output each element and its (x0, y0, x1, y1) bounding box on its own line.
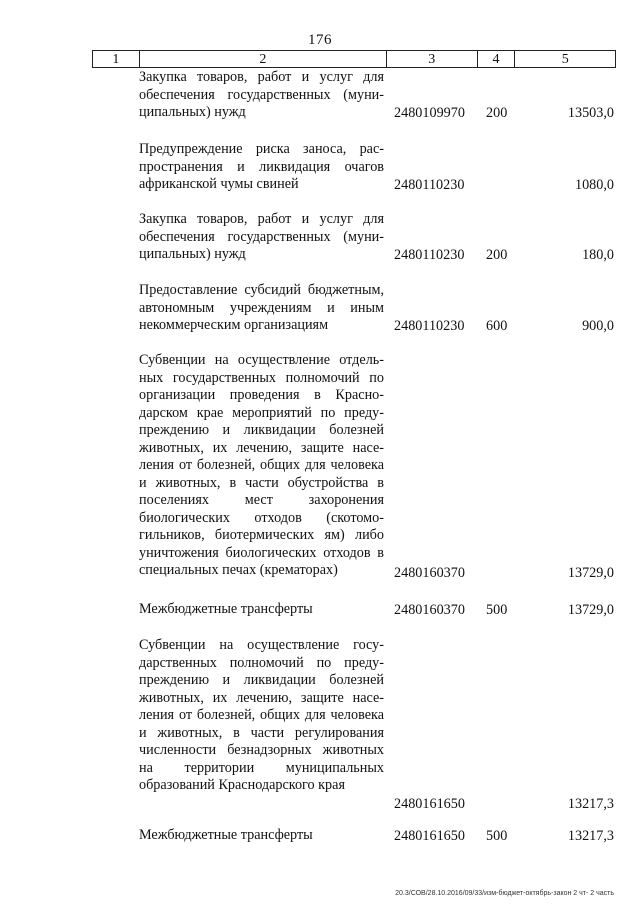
row-expense-type: 500 (486, 601, 508, 618)
table-row (0, 601, 640, 619)
row-name: Межбюджетные трансферты (139, 827, 313, 843)
table-row (0, 211, 640, 264)
header-column-5: 5 (561, 52, 569, 67)
row-expense-type: 200 (486, 104, 508, 121)
row-amount: 13729,0 (567, 564, 614, 581)
row-name: Предупреждение риска заноса, распространения и ликвидация очагов африканской чумы свиней (139, 141, 384, 192)
row-amount: 180,0 (582, 246, 614, 263)
header-column-4: 4 (478, 51, 516, 67)
row-code: 2480161650 (394, 795, 465, 812)
row-code: 2480110230 (394, 317, 465, 334)
row-code: 2480110230 (394, 246, 465, 263)
page-number: 176 (308, 32, 332, 48)
row-name: Закупка товаров, работ и услуг для обеспечения государственных (муниципальных) нужд (139, 69, 384, 120)
row-expense-type: 200 (486, 246, 508, 263)
row-amount: 13217,3 (567, 795, 614, 812)
table-header-row (92, 50, 616, 68)
table-row (0, 352, 640, 582)
table-row (0, 637, 640, 813)
row-amount: 1080,0 (574, 176, 614, 193)
row-code: 2480161650 (394, 827, 465, 844)
header-column-1: 1 (93, 51, 140, 67)
header-column-2: 2 (140, 51, 387, 67)
row-name: Закупка товаров, работ и услуг для обеспечения государственных (муниципальных) нужд (139, 211, 384, 262)
row-code: 2480160370 (394, 564, 465, 581)
header-column-3: 3 (387, 51, 478, 67)
document-footer-reference: 20.3/СОВ/28.10.2016/09/33/изм-бюджет-октябрь-закон 2 чт- 2 часть (395, 890, 614, 897)
row-expense-type: 500 (486, 827, 508, 844)
row-name: Межбюджетные трансферты (139, 601, 313, 617)
row-name: Субвенции на осуществление отдельных государственных полномочий по организации проведения в Краснодарском крае мероприятий по предупреждению и ликвидации болезней животных, их лечению, защите населения от болезней, общих для человека и животных, в части обустройства в поселениях мест захоронения биологических отходов (скотомогильников, биотермических ям) либо уничтожения биологических отходов в специальных печах (крематорах) (139, 352, 384, 578)
row-amount: 13503,0 (567, 104, 614, 121)
row-code: 2480160370 (394, 601, 465, 618)
row-code: 2480110230 (394, 176, 465, 193)
row-amount: 13217,3 (567, 827, 614, 844)
table-row (0, 282, 640, 335)
row-code: 2480109970 (394, 104, 465, 121)
row-expense-type: 600 (486, 317, 508, 334)
row-amount: 13729,0 (567, 601, 614, 618)
row-amount: 900,0 (582, 317, 614, 334)
table-row (0, 141, 640, 194)
table-row (0, 69, 640, 122)
table-row (0, 827, 640, 845)
row-name: Субвенции на осуществление государственных полномочий по предупреждению и ликвидации болезней животных, их лечению, защите населения от болезней, общих для человека и животных, в части регулирования численности безнадзорных животных на территории муниципальных образований Краснодарского края (139, 637, 384, 793)
row-name: Предоставление субсидий бюджетным, автономным учреждениям и иным некоммерческим организациям (139, 282, 384, 333)
